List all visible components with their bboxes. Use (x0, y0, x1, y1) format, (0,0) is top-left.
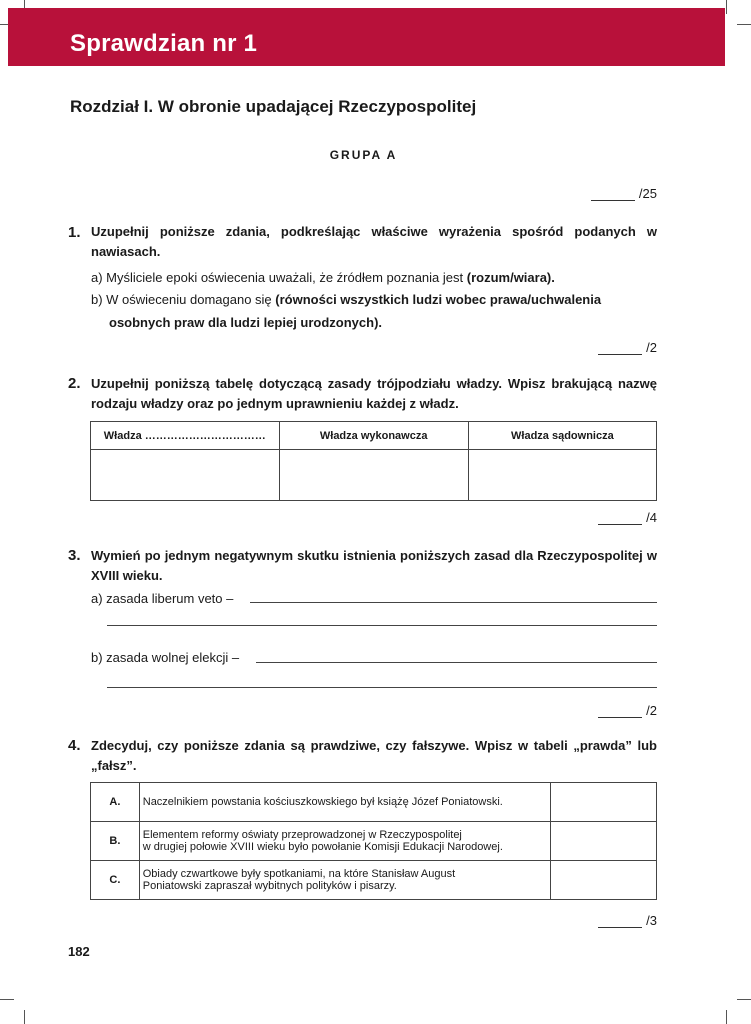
q4-score: /3 (598, 913, 657, 928)
answer-cell[interactable] (550, 822, 656, 861)
q1-score: /2 (598, 340, 657, 355)
q3-item-b: b) zasada wolnej elekcji – (91, 650, 240, 665)
q1-item-a[interactable]: a) Myśliciele epoki oświecenia uważali, że źródłem poznania jest (rozum/wiara). (91, 270, 555, 285)
crop-mark (737, 999, 751, 1000)
question-number: 1. (68, 224, 81, 241)
q1-item-b[interactable]: b) W oświeceniu domagano się (równości wszystkich ludzi wobec prawa/uchwalenia (91, 292, 602, 307)
chapter-title: Rozdział I. W obronie upadającej Rzeczypospolitej (70, 97, 477, 116)
answer-line[interactable] (107, 687, 657, 688)
q3-item-a: a) zasada liberum veto – (91, 591, 234, 606)
q2-score: /4 (598, 510, 657, 525)
answer-cell[interactable] (91, 450, 280, 501)
question-text: Wymień po jednym negatywnym skutku istnienia poniższych zasad dla Rzeczypospolitej w XVIII wieku. (91, 548, 657, 583)
question-text: Uzupełnij poniższe zdania, podkreślając właściwe wyrażenia spośród podanych w nawiasach. (91, 224, 657, 259)
answer-cell[interactable] (279, 450, 468, 501)
table-header: Władza …………………………… (91, 422, 280, 450)
score-blank[interactable] (591, 188, 635, 201)
score-blank[interactable] (598, 915, 642, 928)
question-text: Zdecyduj, czy poniższe zdania są prawdziwe, czy fałszywe. Wpisz w tabeli „prawda” lub „fałsz”. (91, 738, 657, 773)
group-label: GRUPA A (329, 148, 398, 162)
answer-cell[interactable] (550, 783, 656, 822)
page-title: Sprawdzian nr 1 (70, 30, 258, 57)
crop-mark (0, 999, 14, 1000)
answer-line[interactable] (250, 602, 657, 603)
question-number: 3. (68, 547, 81, 564)
row-label: C. (91, 861, 140, 900)
statement-cell: Elementem reformy oświaty przeprowadzonej w Rzeczypospolitej w drugiej połowie XVIII wieku było powołanie Komisji Edukacji Narodowej. (139, 822, 550, 861)
table-header: Władza wykonawcza (279, 422, 468, 450)
statement-cell: Obiady czwartkowe były spotkaniami, na które Stanisław August Poniatowski zapraszał wybitnych polityków i pisarzy. (139, 861, 550, 900)
row-label: B. (91, 822, 140, 861)
statement-cell: Naczelnikiem powstania kościuszkowskiego był książę Józef Poniatowski. (139, 783, 550, 822)
crop-mark (726, 1010, 727, 1024)
answer-cell[interactable] (550, 861, 656, 900)
crop-mark (737, 24, 751, 25)
question-number: 4. (68, 737, 81, 754)
question-number: 2. (68, 375, 81, 392)
answer-line[interactable] (256, 662, 657, 663)
score-blank[interactable] (598, 342, 642, 355)
table-header: Władza sądownicza (468, 422, 656, 450)
q1-item-b-continued[interactable]: osobnych praw dla ludzi lepiej urodzonych). (109, 315, 383, 330)
score-blank[interactable] (598, 705, 642, 718)
crop-mark (24, 1010, 25, 1024)
crop-mark (726, 0, 727, 14)
answer-line[interactable] (107, 625, 657, 626)
power-table (90, 421, 657, 501)
question-text: Uzupełnij poniższą tabelę dotyczącą zasady trójpodziału władzy. Wpisz brakującą nazwę rodzaju władzy oraz po jednym uprawnieniu każdej z władz. (91, 376, 657, 411)
q3-score: /2 (598, 703, 657, 718)
answer-cell[interactable] (468, 450, 656, 501)
page-number: 182 (68, 944, 90, 959)
total-score: /25 (591, 186, 657, 201)
score-blank[interactable] (598, 512, 642, 525)
row-label: A. (91, 783, 140, 822)
true-false-table (90, 782, 657, 900)
